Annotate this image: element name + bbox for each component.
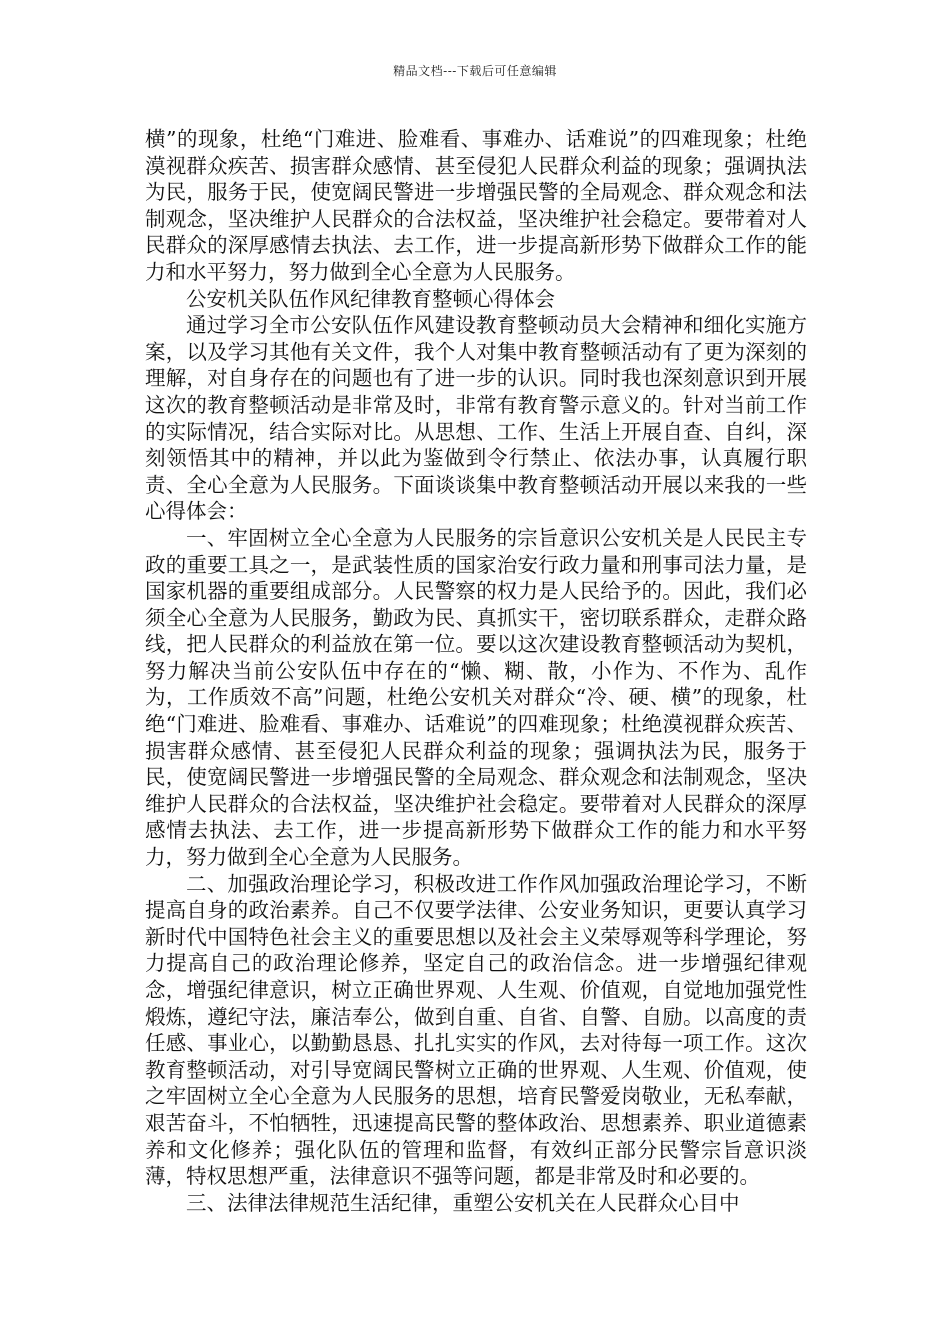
paragraph-continuation: 横”的现象，杜绝“门难进、脸难看、事难办、话难说”的四难现象；杜绝漠视群众疾苦、损害群众感情、甚至侵犯人民群众利益的现象；强调执法为民，服务于民，使宽阔民警进一步增强民警的全局观念、群众观念和法制观念，坚决维护人民群众的合法权益，坚决维护社会稳定。要带着对人民群众的深厚感情去执法、去工作，进一步提高新形势下做群众工作的能力和水平努力，努力做到全心全意为人民服务。 (145, 127, 807, 284)
paragraph-intro: 通过学习全市公安队伍作风建设教育整顿动员大会精神和细化实施方案，以及学习其他有关文件，我个人对集中教育整顿活动有了更为深刻的理解，对自身存在的问题也有了进一步的认识。同时我也深刻意识到开展这次的教育整顿活动是非常及时，非常有教育警示意义的。针对当前工作的实际情况，结合实际对比。从思想、工作、生活上开展自查、自纠，深刻领悟其中的精神，并以此为鉴做到令行禁止、依法办事，认真履行职责、全心全意为人民服务。下面谈谈集中教育整顿活动开展以来我的一些心得体会： (145, 313, 807, 524)
paragraph-point-one: 一、牢固树立全心全意为人民服务的宗旨意识公安机关是人民民主专政的重要工具之一，是武装性质的国家治安行政力量和刑事司法力量，是国家机器的重要组成部分。人民警察的权力是人民给予的。因此，我们必须全心全意为人民服务，勤政为民、真抓实干，密切联系群众，走群众路线，把人民群众的利益放在第一位。要以这次建设教育整顿活动为契机，努力解决当前公安队伍中存在的“懒、糊、散，小作为、不作为、乱作为，工作质效不高”问题，杜绝公安机关对群众“冷、硬、横”的现象，杜绝“门难进、脸难看、事难办、话难说”的四难现象；杜绝漠视群众疾苦、损害群众感情、甚至侵犯人民群众利益的现象；强调执法为民，服务于民，使宽阔民警进一步增强民警的全局观念、群众观念和法制观念，坚决维护人民群众的合法权益，坚决维护社会稳定。要带着对人民群众的深厚感情去执法、去工作，进一步提高新形势下做群众工作的能力和水平努力，努力做到全心全意为人民服务。 (145, 525, 807, 870)
paragraph-point-two: 二、加强政治理论学习，积极改进工作作风加强政治理论学习，不断提高自身的政治素养。自己不仅要学法律、公安业务知识，更要认真学习新时代中国特色社会主义的重要思想以及社会主义荣辱观等科学理论，努力提高自己的政治理论修养，坚定自己的政治信念。进一步增强纪律观念，增强纪律意识，树立正确世界观、人生观、价值观，自觉地加强党性煅炼，遵纪守法，廉洁奉公，做到自重、自省、自警、自励。以高度的责任感、事业心，以勤勤恳恳、扎扎实实的作风，去对待每一项工作。这次教育整顿活动，对引导宽阔民警树立正确的世界观、人生观、价值观，使之牢固树立全心全意为人民服务的思想，培育民警爱岗敬业，无私奉献，艰苦奋斗，不怕牺牲，迅速提高民警的整体政治、思想素养、职业道德素养和文化修养；强化队伍的管理和监督，有效纠正部分民警宗旨意识淡薄，特权思想严重，法律意识不强等问题，都是非常及时和必要的。 (145, 871, 807, 1189)
document-body (145, 126, 807, 1216)
section-title: 公安机关队伍作风纪律教育整顿心得体会 (186, 286, 555, 311)
page-header: 精品文档---下载后可任意编辑 (393, 64, 557, 78)
paragraph-point-three: 三、法律法律规范生活纪律，重塑公安机关在人民群众心目中 (186, 1190, 740, 1215)
